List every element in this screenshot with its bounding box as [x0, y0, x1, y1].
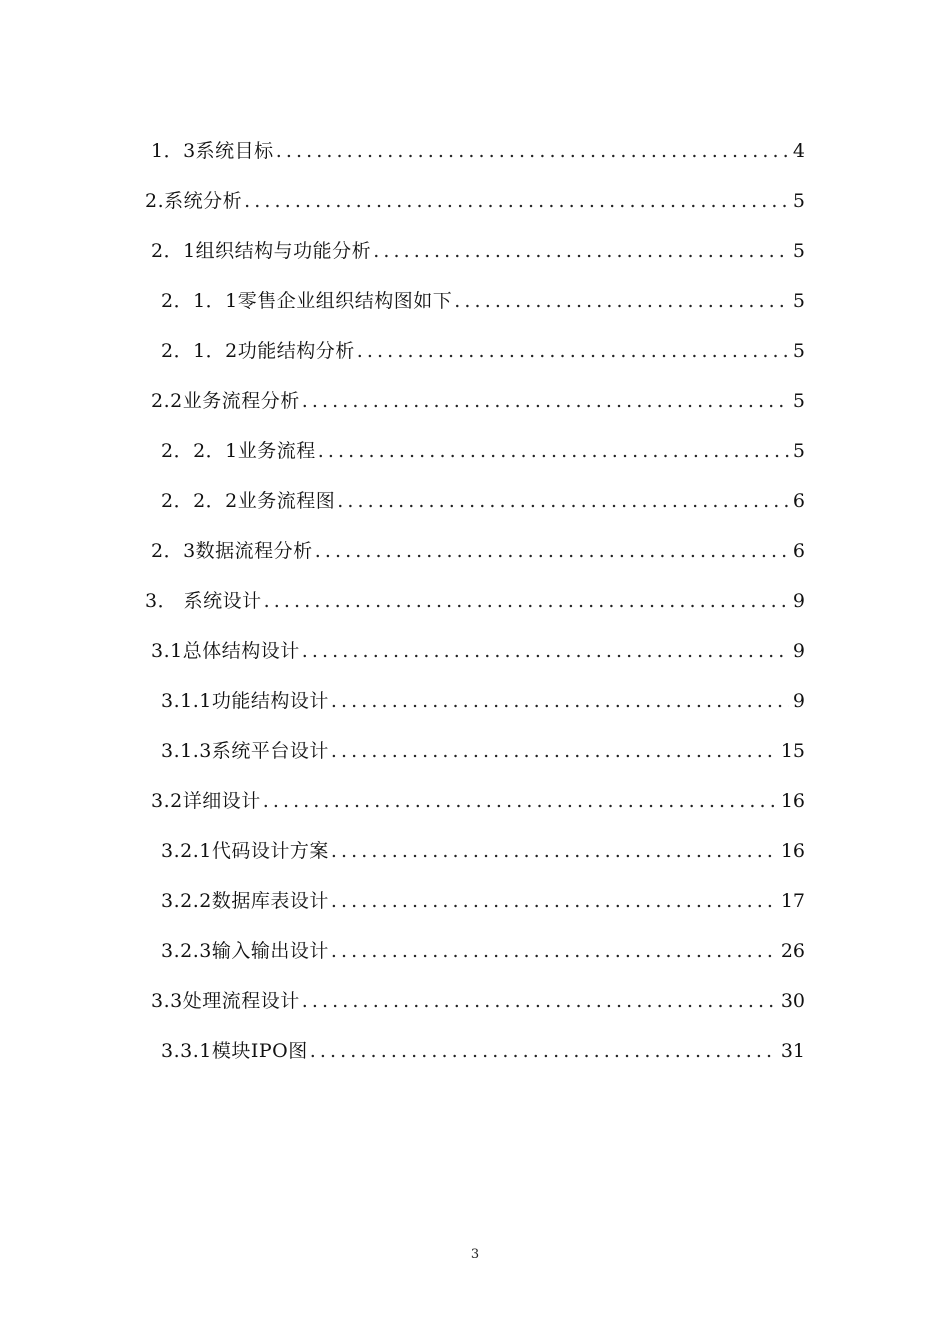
- toc-entry[interactable]: [0, 626, 950, 676]
- toc-page-number: 9: [792, 690, 805, 712]
- toc-page-number: 16: [780, 840, 805, 862]
- toc-dot-leader: [302, 390, 789, 412]
- toc-entry-label: 2．2．2业务流程图: [161, 490, 336, 512]
- toc-entry[interactable]: [0, 826, 950, 876]
- toc-entry-label: 3． 系统设计: [145, 590, 262, 612]
- toc-entry[interactable]: [0, 276, 950, 326]
- toc-entry-label: 2．1组织结构与功能分析: [151, 240, 372, 262]
- toc-page-number: 5: [792, 190, 805, 212]
- toc-dot-leader: [454, 290, 789, 312]
- toc-dot-leader: [331, 940, 777, 962]
- toc-dot-leader: [310, 1040, 777, 1062]
- toc-entry[interactable]: [0, 426, 950, 476]
- toc-dot-leader: [331, 740, 777, 762]
- toc-page-number: 17: [780, 890, 805, 912]
- toc-entry-label: 3.3.1模块IPO图: [161, 1040, 308, 1062]
- toc-dot-leader: [357, 340, 789, 362]
- toc-entry-label: 1．3系统目标: [151, 140, 274, 162]
- toc-dot-leader: [302, 640, 789, 662]
- toc-page-number: 5: [792, 440, 805, 462]
- toc-dot-leader: [264, 590, 789, 612]
- toc-page-number: 5: [792, 340, 805, 362]
- toc-dot-leader: [331, 840, 777, 862]
- toc-page-number: 15: [780, 740, 805, 762]
- toc-dot-leader: [244, 190, 789, 212]
- toc-entry[interactable]: [0, 576, 950, 626]
- toc-entry-label: 3.2.1代码设计方案: [161, 840, 329, 862]
- toc-entry-label: 2．1．2功能结构分析: [161, 340, 355, 362]
- toc-page-number: 4: [792, 140, 805, 162]
- toc-page-number: 16: [780, 790, 805, 812]
- toc-entry-label: 2．1．1零售企业组织结构图如下: [161, 290, 453, 312]
- toc-entry-label: 3.1总体结构设计: [151, 640, 300, 662]
- toc-entry[interactable]: [0, 326, 950, 376]
- toc-entry[interactable]: [0, 126, 950, 176]
- toc-entry[interactable]: [0, 526, 950, 576]
- toc-entry[interactable]: [0, 676, 950, 726]
- toc-entry[interactable]: [0, 976, 950, 1026]
- toc-dot-leader: [315, 540, 789, 562]
- table-of-contents: [0, 126, 950, 1076]
- toc-page-number: 5: [792, 240, 805, 262]
- toc-entry-label: 3.3处理流程设计: [151, 990, 300, 1012]
- toc-entry[interactable]: [0, 876, 950, 926]
- toc-entry-label: 3.2.2数据库表设计: [161, 890, 329, 912]
- toc-entry[interactable]: [0, 176, 950, 226]
- page-number: 3: [470, 1247, 480, 1262]
- toc-entry[interactable]: [0, 726, 950, 776]
- toc-dot-leader: [373, 240, 789, 262]
- toc-entry[interactable]: [0, 926, 950, 976]
- toc-entry-label: 3.1.3系统平台设计: [161, 740, 329, 762]
- toc-page-number: 26: [780, 940, 805, 962]
- toc-entry[interactable]: [0, 776, 950, 826]
- toc-page-number: 6: [792, 540, 805, 562]
- toc-entry[interactable]: [0, 226, 950, 276]
- toc-page-number: 5: [792, 290, 805, 312]
- toc-page-number: 30: [780, 990, 805, 1012]
- toc-page-number: 5: [792, 390, 805, 412]
- toc-dot-leader: [263, 790, 777, 812]
- toc-dot-leader: [318, 440, 789, 462]
- toc-entry-label: 3.1.1功能结构设计: [161, 690, 329, 712]
- toc-entry[interactable]: [0, 476, 950, 526]
- toc-page-number: 9: [792, 590, 805, 612]
- toc-entry[interactable]: [0, 376, 950, 426]
- toc-entry-label: 2．2．1业务流程: [161, 440, 316, 462]
- toc-page-number: 31: [780, 1040, 805, 1062]
- toc-page-number: 9: [792, 640, 805, 662]
- toc-dot-leader: [302, 990, 777, 1012]
- toc-dot-leader: [331, 890, 777, 912]
- toc-entry-label: 2.系统分析: [145, 190, 243, 212]
- toc-dot-leader: [276, 140, 789, 162]
- toc-entry-label: 2．3数据流程分析: [151, 540, 313, 562]
- toc-entry-label: 2.2业务流程分析: [151, 390, 300, 412]
- toc-dot-leader: [337, 490, 789, 512]
- toc-dot-leader: [331, 690, 789, 712]
- toc-entry-label: 3.2详细设计: [151, 790, 261, 812]
- toc-page-number: 6: [792, 490, 805, 512]
- toc-entry[interactable]: [0, 1026, 950, 1076]
- toc-entry-label: 3.2.3输入输出设计: [161, 940, 329, 962]
